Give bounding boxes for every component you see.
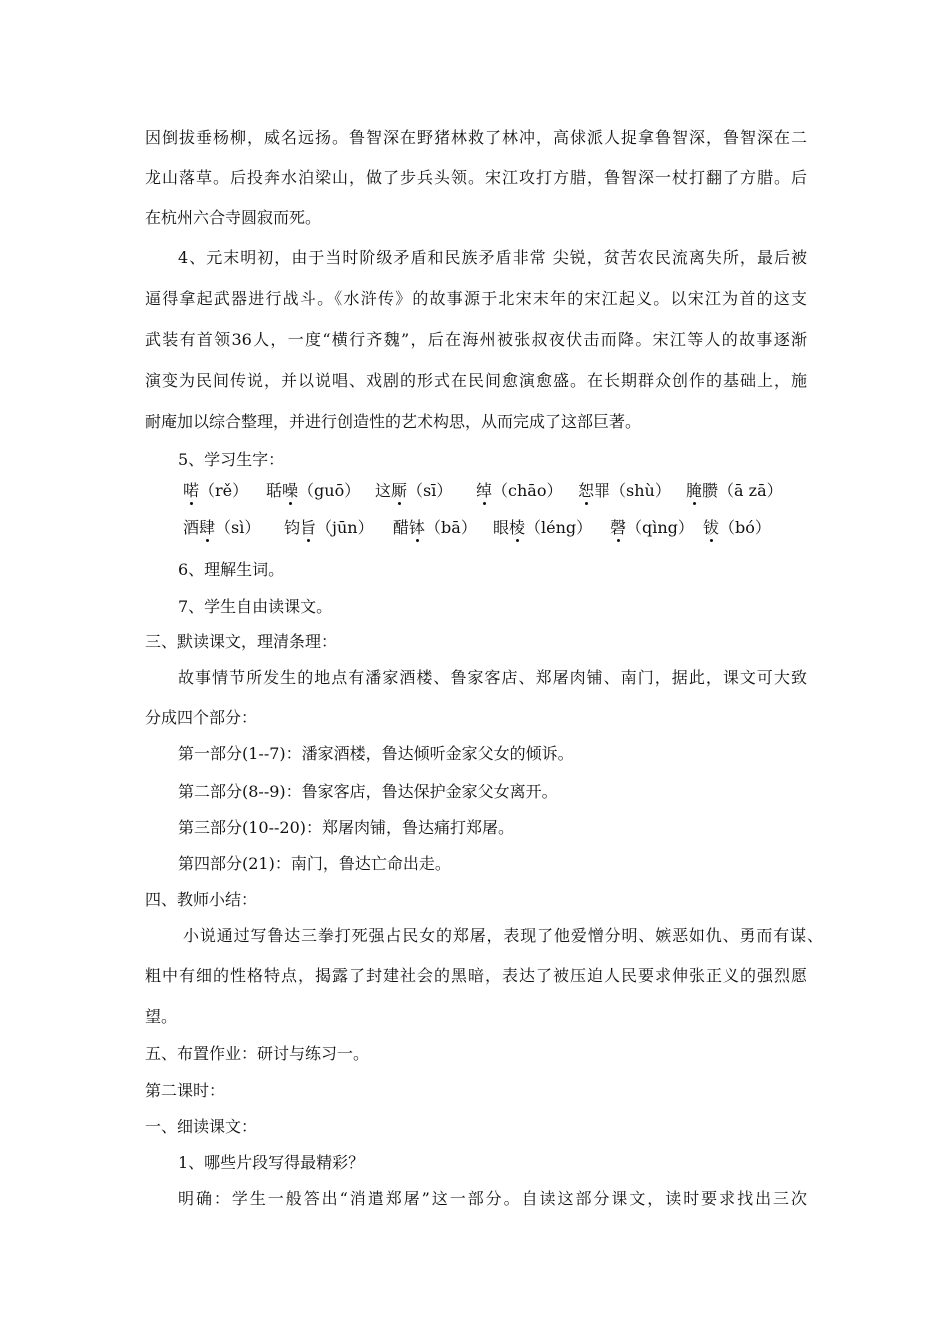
- section-heading: 一、细读课文：: [145, 1117, 258, 1136]
- section-heading: 三、默读课文，理清条理：: [145, 632, 338, 651]
- text-line: 6、理解生词。: [178, 560, 285, 579]
- vocab-item: 钧旨（jūn）: [284, 518, 374, 537]
- text-line: 演变为民间传说，并以说唱、戏剧的形式在民间愈演愈盛。在长期群众创作的基础上，施: [145, 371, 807, 390]
- vocab-item: 酒肆（sì）: [183, 518, 261, 537]
- vocab-item: 腌臜（ā zā）: [686, 481, 783, 500]
- text-line: 第四部分(21)：南门，鲁达亡命出走。: [178, 854, 451, 873]
- vocab-item: 恕罪（shù）: [578, 481, 671, 500]
- text-line: 粗中有细的性格特点，揭露了封建社会的黑暗，表达了被压迫人民要求伸张正义的强烈愿: [145, 966, 807, 985]
- text-line: 望。: [145, 1007, 178, 1026]
- text-line: 第二部分(8--9)：鲁家客店，鲁达保护金家父女离开。: [178, 782, 558, 801]
- vocab-row: [266, 481, 360, 501]
- text-line: 明确：学生一般答出“消遣郑屠”这一部分。自读这部分课文，读时要求找出三次: [178, 1189, 807, 1208]
- text-line: 武装有首领36人，一度“横行齐魏”，后在海州被张叔夜伏击而降。宋江等人的故事逐渐: [145, 330, 807, 349]
- vocab-item: 聒噪（guō）: [266, 481, 361, 500]
- vocab-row: [476, 481, 562, 501]
- vocab-row: [393, 518, 477, 538]
- vocab-row: [375, 481, 452, 501]
- vocab-item: 这厮（sī）: [375, 481, 453, 500]
- vocab-row: [703, 518, 771, 538]
- vocab-row: [183, 481, 248, 501]
- vocab-row: [183, 518, 260, 538]
- vocab-row: [578, 481, 671, 501]
- text-line: 龙山落草。后投奔水泊梁山，做了步兵头领。宋江攻打方腊，鲁智深一杖打翻了方腊。后: [145, 168, 807, 187]
- text-line: 故事情节所发生的地点有潘家酒楼、鲁家客店、郑屠肉铺、南门，据此，课文可大致: [178, 668, 807, 687]
- vocab-item: 绰（chāo）: [476, 481, 563, 500]
- vocab-item: 钹（bó）: [703, 518, 771, 537]
- section-heading: 四、教师小结：: [145, 890, 258, 909]
- vocab-row: [493, 518, 592, 538]
- section-heading: 5、学习生字：: [178, 450, 285, 469]
- text-line: 在杭州六合寺圆寂而死。: [145, 208, 322, 227]
- vocab-item: 眼棱（léng）: [493, 518, 593, 537]
- text-line: 第一部分(1--7)：潘家酒楼，鲁达倾听金家父女的倾诉。: [178, 744, 574, 763]
- vocab-item: 喏（rě）: [183, 481, 249, 500]
- vocab-row: [610, 518, 694, 538]
- vocab-item: 磬（qìng）: [610, 518, 694, 537]
- text-line: 逼得拿起武器进行战斗。《水浒传》的故事源于北宋末年的宋江起义。以宋江为首的这支: [145, 289, 807, 308]
- text-line: 4、元末明初，由于当时阶级矛盾和民族矛盾非常 尖锐，贫苦农民流离失所，最后被: [178, 248, 807, 267]
- section-heading: 五、布置作业：研讨与练习一。: [145, 1044, 370, 1063]
- text-line: 小说通过写鲁达三拳打死强占民女的郑屠，表现了他爱憎分明、嫉恶如仇、勇而有谋、: [183, 926, 823, 945]
- text-line: 因倒拔垂杨柳，威名远扬。鲁智深在野猪林救了林冲，高俅派人捉拿鲁智深，鲁智深在二: [145, 128, 807, 147]
- vocab-row: [284, 518, 374, 538]
- section-heading: 第二课时：: [145, 1081, 226, 1100]
- vocab-item: 醋钵（bā）: [393, 518, 477, 537]
- text-line: 分成四个部分：: [145, 708, 258, 727]
- text-line: 7、学生自由读课文。: [178, 597, 333, 616]
- text-line: 第三部分(10--20)：郑屠肉铺，鲁达痛打郑屠。: [178, 818, 515, 837]
- text-line: 耐庵加以综合整理，并进行创造性的艺术构思，从而完成了这部巨著。: [145, 412, 642, 431]
- text-line: 1、哪些片段写得最精彩？: [178, 1153, 365, 1172]
- vocab-row: [686, 481, 783, 501]
